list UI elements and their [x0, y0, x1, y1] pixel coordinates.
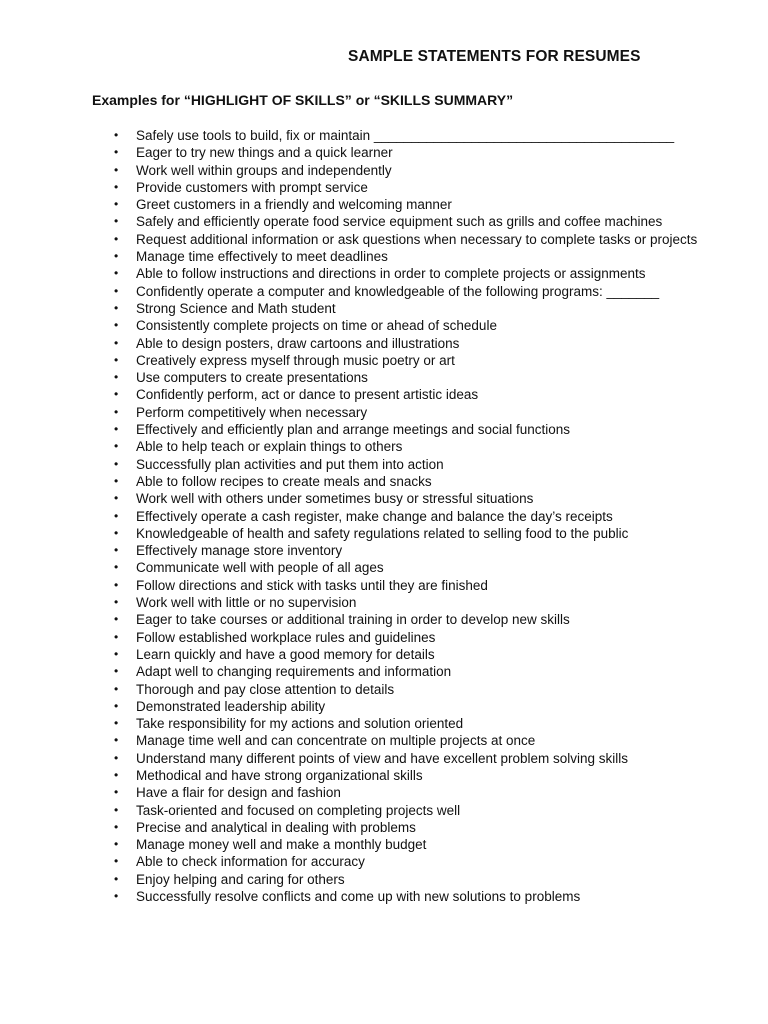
list-item-text: Able to design posters, draw cartoons and illustrations: [136, 335, 460, 351]
list-item: [108, 352, 708, 369]
list-item: [108, 594, 708, 611]
bullet-icon: •: [114, 733, 119, 748]
list-item-text: Effectively operate a cash register, make change and balance the day’s receipts: [136, 508, 613, 524]
list-item: [108, 732, 708, 749]
list-item: [108, 888, 708, 905]
bullet-icon: •: [114, 473, 119, 488]
list-item: [108, 836, 708, 853]
bullet-icon: •: [114, 214, 119, 229]
list-item: [108, 265, 708, 282]
list-item: [108, 144, 708, 161]
bullet-icon: •: [114, 422, 119, 437]
list-item: [108, 784, 708, 801]
bullet-icon: •: [114, 370, 119, 385]
list-item-text: Perform competitively when necessary: [136, 404, 368, 420]
bullet-icon: •: [114, 352, 119, 367]
list-item-text: Consistently complete projects on time or ahead of schedule: [136, 318, 497, 334]
bullet-icon: •: [114, 819, 119, 834]
list-item-text: Effectively manage store inventory: [136, 543, 343, 559]
list-item: [108, 577, 708, 594]
list-item: [108, 283, 708, 300]
list-item-text: Demonstrated leadership ability: [136, 698, 326, 714]
bullet-icon: •: [114, 543, 119, 558]
list-item: [108, 871, 708, 888]
bullet-icon: •: [114, 871, 119, 886]
list-item: [108, 767, 708, 784]
list-item: [108, 681, 708, 698]
list-item: [108, 421, 708, 438]
bullet-icon: •: [114, 197, 119, 212]
bullet-icon: •: [114, 439, 119, 454]
bullet-icon: •: [114, 577, 119, 592]
list-item-text: Follow established workplace rules and guidelines: [136, 629, 436, 645]
list-item: [108, 663, 708, 680]
bullet-icon: •: [114, 802, 119, 817]
list-item: [108, 508, 708, 525]
bullet-icon: •: [114, 750, 119, 765]
bullet-icon: •: [114, 145, 119, 160]
bullet-icon: •: [114, 162, 119, 177]
list-item-text: Use computers to create presentations: [136, 370, 368, 386]
bullet-icon: •: [114, 456, 119, 471]
list-item: [108, 162, 708, 179]
list-item-text: Able to follow recipes to create meals and snacks: [136, 473, 432, 489]
list-item-text: Thorough and pay close attention to details: [136, 681, 395, 697]
list-item-text: Greet customers in a friendly and welcoming manner: [136, 197, 452, 213]
list-item: [108, 179, 708, 196]
list-item-text: Have a flair for design and fashion: [136, 785, 341, 801]
list-item: [108, 196, 708, 213]
list-item-text: Strong Science and Math student: [136, 300, 336, 316]
list-item-text: Eager to take courses or additional training in order to develop new skills: [136, 612, 570, 628]
list-item: [108, 127, 708, 144]
list-item: [108, 750, 708, 767]
bullet-icon: •: [114, 491, 119, 506]
list-item-text: Successfully resolve conflicts and come up with new solutions to problems: [136, 889, 581, 905]
bullet-icon: •: [114, 854, 119, 869]
bullet-icon: •: [114, 404, 119, 419]
list-item: [108, 715, 708, 732]
list-item-text: Confidently perform, act or dance to present artistic ideas: [136, 387, 479, 403]
list-item-text: Manage time effectively to meet deadlines: [136, 249, 388, 265]
bullet-icon: •: [114, 231, 119, 246]
list-item: [108, 438, 708, 455]
bullet-icon: •: [114, 560, 119, 575]
list-item: [108, 629, 708, 646]
bullet-icon: •: [114, 767, 119, 782]
list-item-text: Follow directions and stick with tasks until they are finished: [136, 577, 488, 593]
list-item-text: Able to follow instructions and directions in order to complete projects or assignments: [136, 266, 646, 282]
list-item-text: Communicate well with people of all ages: [136, 560, 384, 576]
bullet-icon: •: [114, 837, 119, 852]
list-item: [108, 335, 708, 352]
bullet-icon: •: [114, 664, 119, 679]
bullet-icon: •: [114, 595, 119, 610]
bullet-icon: •: [114, 249, 119, 264]
list-item: [108, 231, 708, 248]
list-item: [108, 525, 708, 542]
bullet-icon: •: [114, 889, 119, 904]
list-item-text: Manage money well and make a monthly budget: [136, 837, 427, 853]
bullet-icon: •: [114, 629, 119, 644]
bullet-icon: •: [114, 508, 119, 523]
list-item-text: Work well within groups and independently: [136, 162, 392, 178]
page-title: SAMPLE STATEMENTS FOR RESUMES: [348, 48, 641, 65]
list-item: [108, 213, 708, 230]
list-item: [108, 386, 708, 403]
list-item: [108, 559, 708, 576]
list-item: [108, 404, 708, 421]
list-item-text: Manage time well and can concentrate on multiple projects at once: [136, 733, 536, 749]
list-item: [108, 317, 708, 334]
bullet-icon: •: [114, 525, 119, 540]
bullet-icon: •: [114, 335, 119, 350]
list-item-text: Able to check information for accuracy: [136, 854, 365, 870]
bullet-icon: •: [114, 179, 119, 194]
bullet-icon: •: [114, 612, 119, 627]
list-item: [108, 300, 708, 317]
list-item: [108, 611, 708, 628]
bullet-icon: •: [114, 646, 119, 661]
bullet-icon: •: [114, 785, 119, 800]
list-item: [108, 490, 708, 507]
list-item-text: Understand many different points of view and have excellent problem solving skills: [136, 750, 629, 766]
list-item-text: Work well with little or no supervision: [136, 595, 357, 611]
list-item-text: Enjoy helping and caring for others: [136, 871, 345, 887]
list-item-text: Work well with others under sometimes busy or stressful situations: [136, 491, 534, 507]
list-item-text: Adapt well to changing requirements and information: [136, 664, 452, 680]
list-item-text: Able to help teach or explain things to others: [136, 439, 403, 455]
list-item-text: Knowledgeable of health and safety regulations related to selling food to the public: [136, 525, 629, 541]
list-item-text: Task-oriented and focused on completing projects well: [136, 802, 461, 818]
list-item-text: Eager to try new things and a quick learner: [136, 145, 393, 161]
bullet-icon: •: [114, 387, 119, 402]
section-heading: Examples for “HIGHLIGHT OF SKILLS” or “SKILLS SUMMARY”: [92, 92, 514, 108]
list-item: [108, 853, 708, 870]
bullet-icon: •: [114, 300, 119, 315]
list-item-text: Request additional information or ask questions when necessary to complete tasks or projects: [136, 231, 698, 247]
list-item-text: Successfully plan activities and put them into action: [136, 456, 444, 472]
bullet-icon: •: [114, 318, 119, 333]
list-item: [108, 802, 708, 819]
list-item: [108, 369, 708, 386]
list-item: [108, 456, 708, 473]
list-item-text: Provide customers with prompt service: [136, 179, 368, 195]
list-item-text: Safely use tools to build, fix or maintain ________________________________________: [136, 128, 675, 143]
list-item-text: Confidently operate a computer and knowledgeable of the following programs: _______: [136, 283, 660, 299]
list-item: [108, 248, 708, 265]
bullet-icon: •: [114, 128, 119, 142]
bullet-icon: •: [114, 681, 119, 696]
list-item: [108, 819, 708, 836]
list-item: [108, 698, 708, 715]
list-item: [108, 542, 708, 559]
list-item-text: Learn quickly and have a good memory for details: [136, 646, 435, 662]
list-item-text: Methodical and have strong organizational skills: [136, 767, 423, 783]
list-item-text: Precise and analytical in dealing with problems: [136, 819, 416, 835]
bullet-icon: •: [114, 283, 119, 298]
bullet-icon: •: [114, 698, 119, 713]
bullet-icon: •: [114, 716, 119, 731]
list-item-text: Take responsibility for my actions and solution oriented: [136, 716, 464, 732]
list-item: [108, 646, 708, 663]
bullet-icon: •: [114, 266, 119, 281]
list-item-text: Effectively and efficiently plan and arrange meetings and social functions: [136, 422, 571, 438]
list-item-text: Creatively express myself through music poetry or art: [136, 352, 455, 368]
skills-list: [108, 127, 708, 905]
list-item: [108, 473, 708, 490]
list-item-text: Safely and efficiently operate food service equipment such as grills and coffee machines: [136, 214, 663, 230]
